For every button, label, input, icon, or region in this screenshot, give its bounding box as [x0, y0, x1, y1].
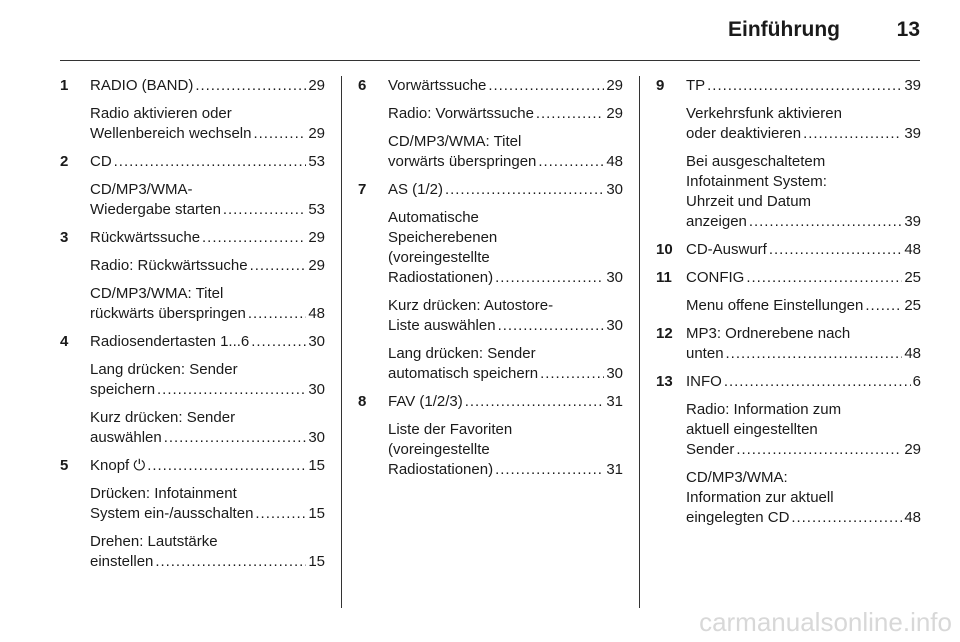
entry-number: 10 — [656, 241, 673, 258]
sub-entry[interactable]: Radio: Rückwärtssuche . . . 29 — [90, 256, 325, 276]
sub-entry[interactable]: Drücken: Infotainment System ein-/ausschalten . . . 15 — [90, 484, 325, 524]
entry-12 — [656, 324, 921, 364]
sub-entry[interactable]: Kurz drücken: Autostore- Liste auswählen . . . 30 — [388, 296, 623, 336]
entry-number: 1 — [60, 77, 69, 94]
entry-number: 6 — [358, 77, 367, 94]
page-title: Einführung — [728, 18, 840, 41]
toc-link[interactable]: CD-Auswurf . . . 48 — [686, 240, 921, 260]
sub-entry[interactable]: CD/MP3/WMA: Information zur aktuell eingelegten CD . . . 48 — [686, 468, 921, 528]
toc-link[interactable]: Vorwärtssuche . . . 29 — [388, 76, 623, 96]
entry-1 — [60, 76, 325, 144]
sub-entry[interactable]: Verkehrsfunk aktivieren oder deaktivieren . . . 39 — [686, 104, 921, 144]
toc-link[interactable]: Radiosendertasten 1...6 . . . 30 — [90, 332, 325, 352]
page-header — [0, 0, 960, 52]
toc-link[interactable]: INFO . . . 6 — [686, 372, 921, 392]
entry-number: 9 — [656, 77, 665, 94]
entry-number: 8 — [358, 393, 367, 410]
toc-link[interactable]: Rückwärtssuche . . . 29 — [90, 228, 325, 248]
page-number: 13 — [896, 18, 920, 41]
index-column-3 — [656, 76, 921, 536]
entry-number: 3 — [60, 229, 69, 246]
entry-number: 12 — [656, 325, 673, 342]
sub-entry[interactable]: CD/MP3/WMA: Titel rückwärts überspringen . . . 48 — [90, 284, 325, 324]
toc-link[interactable]: FAV (1/2/3) . . . 31 — [388, 392, 623, 412]
toc-link[interactable]: CONFIG . . . 25 — [686, 268, 921, 288]
entry-11 — [656, 268, 921, 316]
sub-entry[interactable]: Lang drücken: Sender speichern . . . 30 — [90, 360, 325, 400]
entry-3 — [60, 228, 325, 324]
sub-entry[interactable]: Radio: Vorwärtssuche . . . 29 — [388, 104, 623, 124]
entry-7 — [358, 180, 623, 384]
sub-entry[interactable]: Drehen: Lautstärke einstellen . . . 15 — [90, 532, 325, 572]
entry-9 — [656, 76, 921, 232]
sub-entry[interactable]: Kurz drücken: Sender auswählen . . . 30 — [90, 408, 325, 448]
toc-link[interactable]: MP3: Ordnerebene nach unten . . . 48 — [686, 324, 921, 364]
column-divider-2 — [639, 76, 640, 608]
index-column-2 — [358, 76, 623, 488]
toc-link[interactable]: Knopf ⏻ . . . 15 — [90, 456, 325, 476]
entry-5 — [60, 456, 325, 572]
header-rule — [60, 60, 920, 61]
toc-link[interactable]: RADIO (BAND) . . . 29 — [90, 76, 325, 96]
sub-entry[interactable]: Lang drücken: Sender automatisch speichern . . . 30 — [388, 344, 623, 384]
index-column-1 — [60, 76, 325, 580]
entry-number: 2 — [60, 153, 69, 170]
entry-6 — [358, 76, 623, 172]
sub-entry[interactable]: Menu offene Einstellungen . . . 25 — [686, 296, 921, 316]
entry-4 — [60, 332, 325, 448]
sub-entry[interactable]: CD/MP3/WMA- Wiedergabe starten . . . 53 — [90, 180, 325, 220]
toc-link[interactable]: TP . . . 39 — [686, 76, 921, 96]
toc-link[interactable]: CD . . . 53 — [90, 152, 325, 172]
sub-entry[interactable]: Radio aktivieren oder Wellenbereich wechseln . . . 29 — [90, 104, 325, 144]
column-divider-1 — [341, 76, 342, 608]
entry-number: 11 — [656, 269, 672, 286]
sub-entry[interactable]: Automatische Speicherebenen (voreingestellte Radiostationen) . . . 30 — [388, 208, 623, 288]
sub-entry[interactable]: Radio: Information zum aktuell eingestellten Sender . . . 29 — [686, 400, 921, 460]
entry-13 — [656, 372, 921, 528]
entry-number: 5 — [60, 457, 69, 474]
sub-entry[interactable]: Bei ausgeschaltetem Infotainment System: Uhrzeit und Datum anzeigen . . . 39 — [686, 152, 921, 232]
toc-link[interactable]: AS (1/2) . . . 30 — [388, 180, 623, 200]
entry-2 — [60, 152, 325, 220]
entry-number: 4 — [60, 333, 69, 350]
entry-number: 7 — [358, 181, 367, 198]
entry-10 — [656, 240, 921, 260]
sub-entry[interactable]: CD/MP3/WMA: Titel vorwärts überspringen . . . 48 — [388, 132, 623, 172]
entry-8 — [358, 392, 623, 480]
watermark: carmanualsonline.info — [699, 607, 952, 637]
entry-number: 13 — [656, 373, 673, 390]
sub-entry[interactable]: Liste der Favoriten (voreingestellte Radiostationen) . . . 31 — [388, 420, 623, 480]
